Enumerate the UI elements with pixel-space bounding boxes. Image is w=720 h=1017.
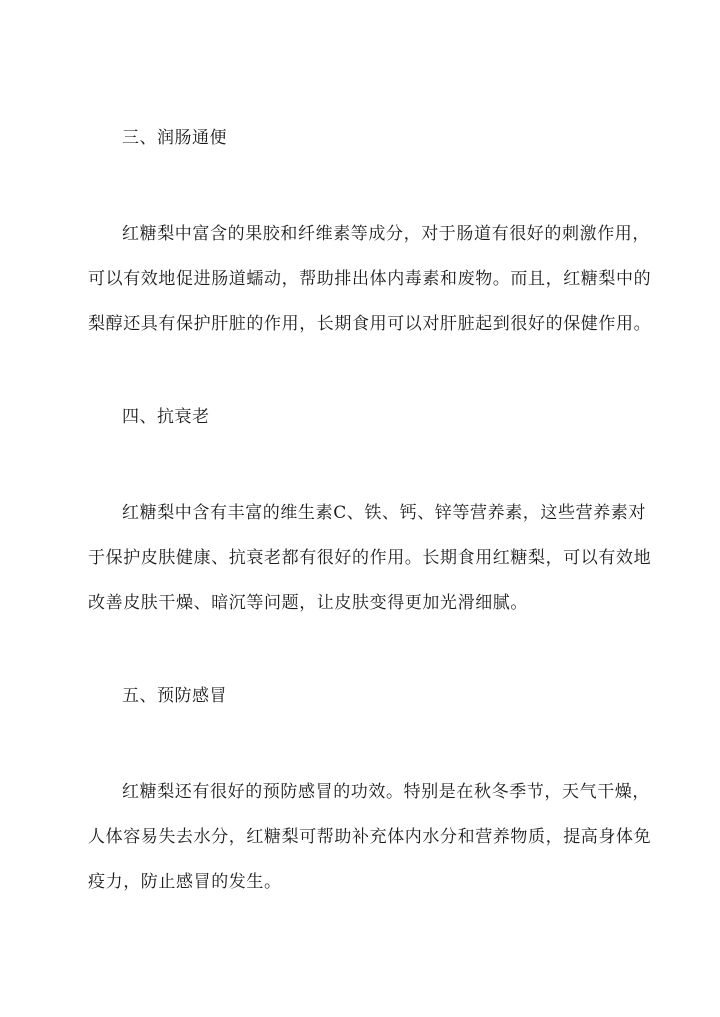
paragraph-line: 红糖梨还有很好的预防感冒的功效。特别是在秋冬季节，天气干燥，: [122, 782, 650, 802]
section-heading-4: 四、抗衰老: [122, 407, 210, 427]
paragraph-line: 红糖梨中含有丰富的维生素C、铁、钙、锌等营养素，这些营养素对: [122, 503, 647, 523]
paragraph-line: 梨醇还具有保护肝脏的作用，长期食用可以对肝脏起到很好的保健作用。: [88, 314, 652, 334]
paragraph-line: 红糖梨中富含的果胶和纤维素等成分，对于肠道有很好的刺激作用，: [122, 224, 650, 244]
paragraph-line: 于保护皮肤健康、抗衰老都有很好的作用。长期食用红糖梨，可以有效地: [88, 548, 652, 568]
paragraph-line: 可以有效地促进肠道蠕动，帮助排出体内毒素和废物。而且，红糖梨中的: [88, 269, 652, 289]
paragraph-line: 疫力，防止感冒的发生。: [88, 872, 282, 892]
paragraph-line: 改善皮肤干燥、暗沉等问题，让皮肤变得更加光滑细腻。: [88, 593, 528, 613]
paragraph-line: 人体容易失去水分，红糖梨可帮助补充体内水分和营养物质，提高身体免: [88, 827, 652, 847]
section-heading-5: 五、预防感冒: [122, 686, 227, 706]
section-heading-3: 三、润肠通便: [122, 128, 227, 148]
